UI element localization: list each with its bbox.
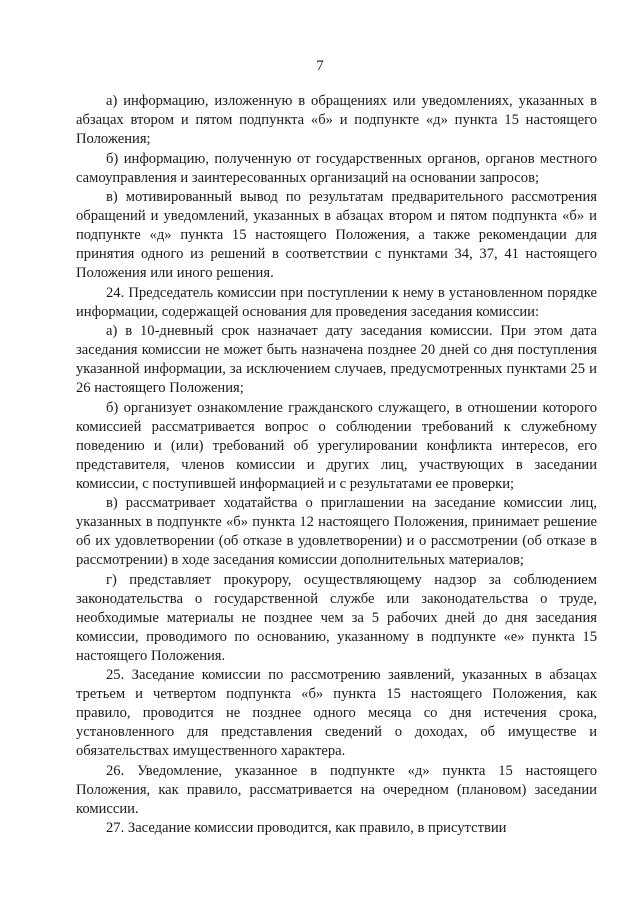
paragraph-23c: в) мотивированный вывод по результатам предварительного рассмотрения обращений и уведомлений, указанных в абзацах втором и пятом подпункта «б» и подпункте «д» пункта 15 настоящего Положения, а также рекомендации для принятия одного из решений в соответствии с пунктами 34, 37, 41 настоящего Положения или иного решения.	[76, 189, 597, 281]
paragraph-25: 25. Заседание комиссии по рассмотрению заявлений, указанных в абзацах третьем и четвертом подпункта «б» пункта 15 настоящего Положения, как правило, проводится не позднее одного месяца со дня истечения срока, установленного для представления сведений о доходах, об имуществе и обязательствах имущественного характера.	[76, 667, 597, 759]
paragraph-24a: а) в 10-дневный срок назначает дату заседания комиссии. При этом дата заседания комиссии не может быть назначена позднее 20 дней со дня поступления указанной информации, за исключением случаев, предусмотренных пунктами 25 и 26 настоящего Положения;	[76, 323, 597, 396]
paragraph-24c: в) рассматривает ходатайства о приглашении на заседание комиссии лиц, указанных в подпункте «б» пункта 12 настоящего Положения, принимает решение об их удовлетворении (об отказе в удовлетворении) и о рассмотрении (об отказе в рассмотрении) в ходе заседания комиссии дополнительных материалов;	[76, 495, 597, 568]
page-number: 7	[316, 58, 324, 74]
paragraph-24: 24. Председатель комиссии при поступлении к нему в установленном порядке информации, содержащей основания для проведения заседания комиссии:	[76, 284, 597, 320]
paragraph-24b: б) организует ознакомление гражданского служащего, в отношении которого комиссией рассматривается вопрос о соблюдении требований к служебному поведению и (или) требований об урегулировании конфликта интересов, его представителя, членов комиссии и других лиц, участвующих в заседании комиссии, с поступившей информацией и с результатами ее проверки;	[76, 399, 597, 492]
paragraph-23b: б) информацию, полученную от государственных органов, органов местного самоуправления и заинтересованных организаций на основании запросов;	[76, 150, 597, 186]
paragraph-23a: а) информацию, изложенную в обращениях или уведомлениях, указанных в абзацах втором и пятом подпункта «б» и подпункте «д» пункта 15 настоящего Положения;	[76, 93, 597, 147]
paragraph-24d: г) представляет прокурору, осуществляющему надзор за соблюдением законодательства о государственной службе или законодательства о труде, необходимые материалы не позднее чем за 5 рабочих дней до дня заседания комиссии, проводимого по основанию, указанному в подпункте «е» пункта 15 настоящего Положения.	[76, 571, 597, 664]
document-body	[76, 92, 597, 838]
paragraph-26: 26. Уведомление, указанное в подпункте «д» пункта 15 настоящего Положения, как правило, рассматривается на очередном (плановом) заседании комиссии.	[76, 762, 597, 817]
paragraph-27: 27. Заседание комиссии проводится, как правило, в присутствии	[106, 820, 507, 836]
